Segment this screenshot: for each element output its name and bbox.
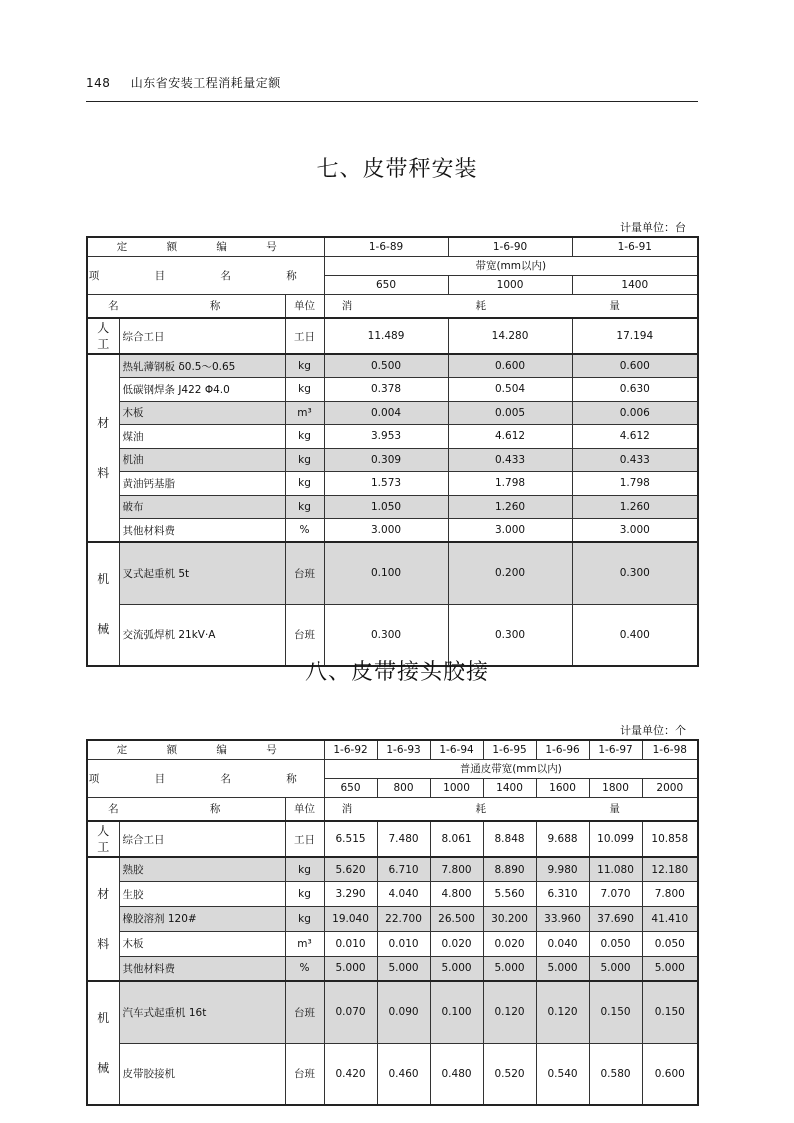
item-unit: 工日	[285, 318, 324, 354]
table-row	[87, 472, 698, 496]
table-row	[87, 956, 698, 981]
item-value: 8.061	[430, 821, 483, 857]
quota-code: 1-6-89	[324, 237, 448, 256]
item-value: 7.070	[589, 882, 642, 907]
item-value: 22.700	[377, 907, 430, 932]
item-value: 0.500	[324, 354, 448, 378]
category-char: 械	[97, 1061, 110, 1075]
category-char: 机	[97, 1011, 110, 1025]
item-value: 1.260	[572, 495, 698, 519]
item-unit: kg	[285, 354, 324, 378]
item-value: 0.020	[430, 931, 483, 956]
item-name: 木板	[119, 401, 285, 425]
item-unit: %	[285, 519, 324, 543]
column-header-row	[87, 797, 698, 821]
category-char: 材	[97, 416, 110, 430]
item-value: 0.504	[448, 378, 572, 402]
item-value: 0.040	[536, 931, 589, 956]
item-value: 8.848	[483, 821, 536, 857]
category-char: 料	[97, 937, 110, 951]
item-value: 0.050	[589, 931, 642, 956]
table-row	[87, 1043, 698, 1105]
item-value: 0.600	[642, 1043, 698, 1105]
table-row	[87, 857, 698, 882]
item-unit: m³	[285, 931, 324, 956]
item-value: 0.433	[448, 448, 572, 472]
item-unit: kg	[285, 448, 324, 472]
quota-code: 1-6-90	[448, 237, 572, 256]
item-value: 0.420	[324, 1043, 377, 1105]
item-unit: 工日	[285, 821, 324, 857]
item-value: 3.000	[448, 519, 572, 543]
quota-code-row	[87, 237, 698, 256]
category-cell	[87, 857, 119, 981]
item-value: 10.099	[589, 821, 642, 857]
quota-code: 1-6-95	[483, 740, 536, 759]
item-value: 5.000	[377, 956, 430, 981]
param-label: 带宽(mm以内)	[324, 256, 698, 275]
item-value: 0.300	[572, 542, 698, 604]
item-value: 10.858	[642, 821, 698, 857]
item-value: 6.310	[536, 882, 589, 907]
item-unit: kg	[285, 907, 324, 932]
item-value: 7.800	[430, 857, 483, 882]
category-cell	[87, 318, 119, 354]
item-value: 12.180	[642, 857, 698, 882]
item-name: 熟胶	[119, 857, 285, 882]
param-value: 1600	[536, 778, 589, 797]
item-value: 3.000	[572, 519, 698, 543]
category-char: 材	[97, 887, 110, 901]
item-value: 4.612	[572, 425, 698, 449]
item-unit: kg	[285, 857, 324, 882]
item-value: 5.000	[642, 956, 698, 981]
category-char: 人	[97, 824, 110, 838]
item-name: 叉式起重机 5t	[119, 542, 285, 604]
item-unit: kg	[285, 425, 324, 449]
quota-code: 1-6-93	[377, 740, 430, 759]
param-label-row	[87, 256, 698, 275]
table-row	[87, 354, 698, 378]
item-value: 0.150	[589, 981, 642, 1043]
table-row	[87, 519, 698, 543]
col-name-header: 名 称	[87, 294, 285, 318]
quota-code: 1-6-92	[324, 740, 377, 759]
item-name: 低碳钢焊条 J422 Φ4.0	[119, 378, 285, 402]
item-value: 1.798	[572, 472, 698, 496]
item-value: 30.200	[483, 907, 536, 932]
item-value: 0.100	[430, 981, 483, 1043]
quota-code: 1-6-98	[642, 740, 698, 759]
item-value: 5.620	[324, 857, 377, 882]
item-value: 4.612	[448, 425, 572, 449]
item-value: 4.040	[377, 882, 430, 907]
item-value: 0.300	[324, 604, 448, 666]
param-label-row	[87, 759, 698, 778]
item-name: 破布	[119, 495, 285, 519]
item-name: 生胶	[119, 882, 285, 907]
table-row	[87, 907, 698, 932]
section2-table	[86, 739, 699, 1106]
item-value: 0.004	[324, 401, 448, 425]
item-value: 19.040	[324, 907, 377, 932]
param-value: 650	[324, 778, 377, 797]
page-header	[86, 74, 281, 91]
item-value: 5.000	[536, 956, 589, 981]
item-value: 11.489	[324, 318, 448, 354]
item-value: 1.573	[324, 472, 448, 496]
item-value: 0.460	[377, 1043, 430, 1105]
item-value: 0.006	[572, 401, 698, 425]
quota-code: 1-6-96	[536, 740, 589, 759]
category-cell	[87, 821, 119, 857]
item-value: 0.100	[324, 542, 448, 604]
header-rule	[86, 101, 698, 102]
item-value: 1.798	[448, 472, 572, 496]
item-value: 0.378	[324, 378, 448, 402]
item-value: 0.520	[483, 1043, 536, 1105]
item-unit: 台班	[285, 981, 324, 1043]
item-unit: kg	[285, 495, 324, 519]
param-value: 1000	[430, 778, 483, 797]
col-unit-header: 单位	[285, 294, 324, 318]
col-unit-header: 单位	[285, 797, 324, 821]
item-value: 3.000	[324, 519, 448, 543]
item-value: 0.070	[324, 981, 377, 1043]
table-row	[87, 495, 698, 519]
param-value: 1000	[448, 275, 572, 294]
column-header-row	[87, 294, 698, 318]
item-name-label: 项 目 名 称	[87, 759, 324, 797]
item-value: 9.980	[536, 857, 589, 882]
table-row	[87, 821, 698, 857]
item-name: 综合工日	[119, 318, 285, 354]
item-value: 0.433	[572, 448, 698, 472]
item-value: 0.150	[642, 981, 698, 1043]
item-unit: m³	[285, 401, 324, 425]
item-value: 0.630	[572, 378, 698, 402]
item-value: 0.400	[572, 604, 698, 666]
quota-code-label: 定 额 编 号	[87, 740, 324, 759]
item-value: 6.710	[377, 857, 430, 882]
item-value: 37.690	[589, 907, 642, 932]
item-name: 热轧薄钢板 δ0.5～0.65	[119, 354, 285, 378]
item-value: 6.515	[324, 821, 377, 857]
item-name: 黄油钙基脂	[119, 472, 285, 496]
item-value: 0.300	[448, 604, 572, 666]
item-value: 0.120	[536, 981, 589, 1043]
category-char: 工	[97, 337, 110, 351]
param-value: 1800	[589, 778, 642, 797]
quota-code: 1-6-97	[589, 740, 642, 759]
item-value: 5.000	[589, 956, 642, 981]
item-value: 9.688	[536, 821, 589, 857]
table-row	[87, 448, 698, 472]
item-value: 14.280	[448, 318, 572, 354]
item-value: 5.000	[324, 956, 377, 981]
table-row	[87, 931, 698, 956]
item-value: 0.010	[324, 931, 377, 956]
item-value: 3.953	[324, 425, 448, 449]
table-row	[87, 882, 698, 907]
item-unit: 台班	[285, 604, 324, 666]
item-value: 17.194	[572, 318, 698, 354]
book-title: 山东省安装工程消耗量定额	[130, 76, 281, 90]
col-consumption-header: 消 耗 量	[324, 294, 698, 318]
section1-title: 七、皮带秤安装	[316, 157, 478, 182]
quota-code: 1-6-94	[430, 740, 483, 759]
table-row	[87, 318, 698, 354]
item-value: 0.480	[430, 1043, 483, 1105]
item-value: 41.410	[642, 907, 698, 932]
table-row	[87, 378, 698, 402]
section1-table	[86, 236, 699, 667]
item-value: 0.120	[483, 981, 536, 1043]
quota-code: 1-6-91	[572, 237, 698, 256]
table-row	[87, 542, 698, 604]
item-unit: kg	[285, 472, 324, 496]
section1-unit: 计量单位：台	[620, 221, 686, 234]
category-char: 人	[97, 321, 110, 335]
col-consumption-header: 消 耗 量	[324, 797, 698, 821]
category-char: 料	[97, 466, 110, 480]
param-value: 1400	[483, 778, 536, 797]
item-value: 0.580	[589, 1043, 642, 1105]
param-value: 800	[377, 778, 430, 797]
item-value: 0.309	[324, 448, 448, 472]
item-value: 5.000	[483, 956, 536, 981]
item-value: 1.260	[448, 495, 572, 519]
item-unit: kg	[285, 378, 324, 402]
item-value: 0.090	[377, 981, 430, 1043]
item-value: 4.800	[430, 882, 483, 907]
page-number: 148	[86, 76, 111, 90]
item-value: 0.020	[483, 931, 536, 956]
param-label: 普通皮带宽(mm以内)	[324, 759, 698, 778]
item-value: 7.480	[377, 821, 430, 857]
item-value: 26.500	[430, 907, 483, 932]
param-value: 1400	[572, 275, 698, 294]
quota-code-label: 定 额 编 号	[87, 237, 324, 256]
category-char: 工	[97, 840, 110, 854]
category-char: 械	[97, 622, 110, 636]
item-value: 0.050	[642, 931, 698, 956]
item-name: 木板	[119, 931, 285, 956]
item-value: 0.600	[572, 354, 698, 378]
item-name: 其他材料费	[119, 956, 285, 981]
item-value: 33.960	[536, 907, 589, 932]
category-cell	[87, 542, 119, 666]
item-unit: 台班	[285, 1043, 324, 1105]
section2-title: 八、皮带接头胶接	[304, 660, 489, 685]
item-value: 8.890	[483, 857, 536, 882]
item-name: 煤油	[119, 425, 285, 449]
quota-code-row	[87, 740, 698, 759]
param-value: 650	[324, 275, 448, 294]
item-value: 11.080	[589, 857, 642, 882]
item-unit: %	[285, 956, 324, 981]
item-name: 机油	[119, 448, 285, 472]
item-value: 5.000	[430, 956, 483, 981]
item-unit: kg	[285, 882, 324, 907]
item-value: 1.050	[324, 495, 448, 519]
item-name: 交流弧焊机 21kV·A	[119, 604, 285, 666]
category-cell	[87, 354, 119, 542]
item-value: 0.005	[448, 401, 572, 425]
item-name: 综合工日	[119, 821, 285, 857]
col-name-header: 名 称	[87, 797, 285, 821]
table-row	[87, 981, 698, 1043]
item-name: 汽车式起重机 16t	[119, 981, 285, 1043]
item-value: 3.290	[324, 882, 377, 907]
section2-unit: 计量单位：个	[620, 724, 686, 737]
item-value: 0.010	[377, 931, 430, 956]
param-value: 2000	[642, 778, 698, 797]
item-value: 7.800	[642, 882, 698, 907]
item-value: 0.600	[448, 354, 572, 378]
category-char: 机	[97, 572, 110, 586]
item-name: 皮带胶接机	[119, 1043, 285, 1105]
item-name: 其他材料费	[119, 519, 285, 543]
item-name-label: 项 目 名 称	[87, 256, 324, 294]
table-row	[87, 425, 698, 449]
item-unit: 台班	[285, 542, 324, 604]
table-row	[87, 401, 698, 425]
item-value: 5.560	[483, 882, 536, 907]
category-cell	[87, 981, 119, 1105]
item-value: 0.540	[536, 1043, 589, 1105]
item-value: 0.200	[448, 542, 572, 604]
item-name: 橡胶溶剂 120#	[119, 907, 285, 932]
